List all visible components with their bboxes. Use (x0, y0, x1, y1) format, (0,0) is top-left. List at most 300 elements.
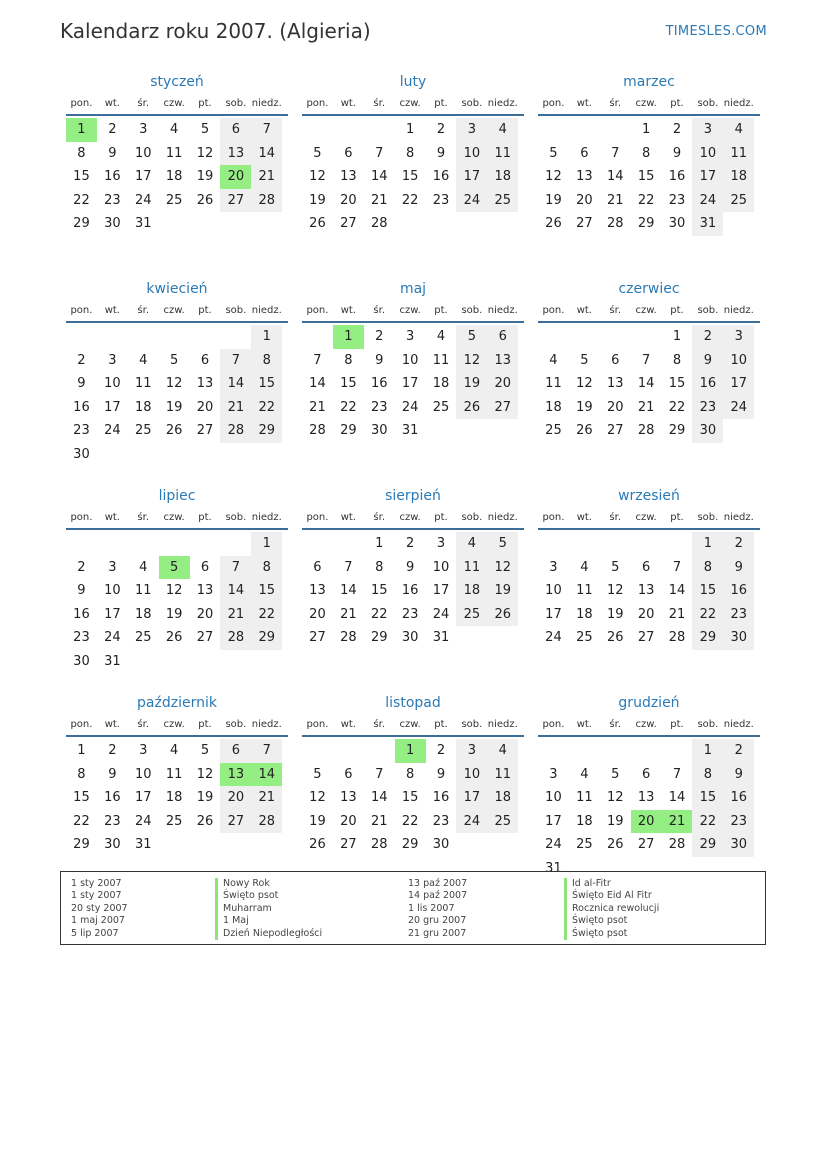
day-cell[interactable]: 31 (104, 653, 121, 669)
day-cell[interactable]: 30 (723, 833, 754, 857)
day-cell[interactable]: 6 (580, 145, 589, 161)
day-cell[interactable]: 3 (405, 329, 415, 344)
day-cell[interactable]: 26 (196, 813, 214, 829)
day-cell[interactable]: 28 (220, 626, 251, 650)
day-cell[interactable]: 29 (668, 423, 686, 438)
day-cell[interactable]: 12 (606, 583, 624, 598)
day-cell[interactable]: 25 (723, 189, 754, 213)
day-cell[interactable]: 7 (313, 352, 322, 368)
day-cell[interactable]: 7 (672, 766, 682, 782)
day-cell[interactable]: 6 (313, 559, 322, 575)
day-cell[interactable]: 14 (220, 579, 251, 603)
day-cell[interactable]: 10 (456, 763, 487, 787)
day-cell[interactable]: 15 (692, 786, 723, 810)
day-cell[interactable]: 30 (73, 446, 90, 462)
day-cell[interactable]: 14 (370, 169, 388, 184)
day-cell[interactable]: 19 (606, 813, 624, 829)
day-cell[interactable]: 13 (606, 376, 624, 391)
day-cell[interactable]: 6 (220, 739, 251, 763)
day-cell[interactable]: 18 (456, 579, 487, 603)
day-cell[interactable]: 21 (220, 603, 251, 627)
day-cell[interactable]: 9 (77, 583, 86, 598)
day-cell[interactable]: 20 (340, 192, 357, 208)
day-cell[interactable]: 16 (692, 372, 723, 396)
day-cell[interactable]: 4 (580, 559, 589, 575)
day-cell[interactable]: 16 (432, 790, 450, 805)
day-cell[interactable]: 12 (165, 583, 183, 598)
day-cell[interactable]: 3 (723, 325, 754, 349)
day-cell[interactable]: 30 (104, 216, 121, 231)
day-cell[interactable]: 8 (77, 145, 86, 161)
day-cell[interactable]: 22 (692, 810, 723, 834)
day-cell[interactable]: 16 (370, 376, 388, 391)
day-cell[interactable]: 6 (641, 766, 651, 782)
day-cell[interactable]: 10 (134, 766, 152, 782)
day-cell[interactable]: 4 (139, 352, 148, 368)
day-cell[interactable]: 18 (487, 786, 518, 810)
day-cell[interactable]: 24 (545, 837, 562, 852)
day-cell[interactable]: 27 (340, 216, 357, 231)
day-cell[interactable]: 19 (606, 606, 624, 622)
day-cell[interactable]: 12 (196, 766, 214, 782)
day-cell[interactable]: 14 (251, 142, 282, 166)
day-cell[interactable]: 13 (637, 790, 655, 805)
day-cell[interactable]: 15 (251, 579, 282, 603)
day-cell[interactable]: 10 (456, 142, 487, 166)
day-cell[interactable]: 12 (606, 790, 624, 805)
day-cell[interactable]: 26 (545, 216, 562, 231)
day-cell[interactable]: 31 (134, 837, 152, 852)
day-cell[interactable]: 7 (375, 145, 384, 161)
day-cell[interactable]: 27 (340, 837, 357, 852)
day-cell[interactable]: 23 (723, 603, 754, 627)
day-cell[interactable]: 10 (104, 376, 121, 391)
day-cell[interactable]: 5 (487, 532, 518, 556)
day-cell[interactable]: 20 (340, 813, 357, 829)
day-cell[interactable]: 1 (672, 329, 682, 344)
day-cell[interactable]: 5 (200, 743, 210, 758)
day-cell[interactable]: 13 (637, 583, 655, 598)
day-cell[interactable]: 28 (340, 630, 357, 645)
day-cell[interactable]: 17 (545, 606, 562, 622)
day-cell[interactable]: 30 (73, 653, 90, 669)
day-cell[interactable]: 12 (487, 556, 518, 580)
day-cell[interactable]: 21 (606, 192, 624, 208)
day-cell[interactable]: 2 (692, 325, 723, 349)
day-cell[interactable]: 4 (723, 118, 754, 142)
day-cell[interactable]: 26 (309, 216, 326, 231)
day-cell[interactable]: 19 (309, 813, 326, 829)
day-cell[interactable]: 4 (580, 766, 589, 782)
day-cell[interactable]: 18 (134, 606, 152, 622)
day-cell[interactable]: 7 (251, 739, 282, 763)
day-cell[interactable]: 26 (309, 837, 326, 852)
day-cell[interactable]: 13 (576, 169, 593, 184)
day-cell[interactable]: 24 (723, 396, 754, 420)
day-cell[interactable]: 19 (196, 790, 214, 805)
day-cell[interactable]: 19 (576, 399, 593, 415)
day-cell[interactable]: 12 (309, 169, 326, 184)
day-cell[interactable]: 11 (576, 790, 593, 805)
day-cell[interactable]: 16 (104, 790, 121, 805)
day-cell[interactable]: 23 (668, 192, 686, 208)
day-cell[interactable]: 26 (196, 192, 214, 208)
day-cell[interactable]: 11 (576, 583, 593, 598)
day-cell[interactable]: 15 (73, 169, 90, 184)
day-cell[interactable]: 26 (487, 603, 518, 627)
day-cell[interactable]: 21 (251, 165, 282, 189)
day-cell[interactable]: 16 (723, 786, 754, 810)
day-cell[interactable]: 20 (196, 606, 214, 622)
day-cell[interactable]: 11 (432, 352, 450, 368)
day-cell[interactable]: 14 (668, 583, 686, 598)
day-cell[interactable]: 29 (251, 626, 282, 650)
day-cell[interactable]: 6 (344, 145, 353, 161)
day-cell[interactable]: 13 (309, 583, 326, 598)
day-cell[interactable]: 13 (196, 376, 214, 391)
day-cell[interactable]: 7 (375, 766, 384, 782)
day-cell[interactable]: 15 (637, 169, 655, 184)
day-cell[interactable]: 14 (340, 583, 357, 598)
day-cell[interactable]: 2 (436, 122, 446, 137)
day-cell[interactable]: 18 (723, 165, 754, 189)
day-cell[interactable]: 9 (77, 376, 86, 391)
day-cell[interactable]: 5 (549, 145, 558, 161)
day-cell[interactable]: 14 (220, 372, 251, 396)
day-cell[interactable]: 21 (251, 786, 282, 810)
day-cell[interactable]: 14 (637, 376, 655, 391)
day-cell[interactable]: 19 (165, 606, 183, 622)
day-cell[interactable]: 9 (436, 766, 446, 782)
day-cell[interactable]: 25 (545, 423, 562, 438)
day-cell[interactable]: 7 (220, 556, 251, 580)
day-cell[interactable]: 25 (165, 813, 183, 829)
day-cell[interactable]: 6 (220, 118, 251, 142)
day-cell[interactable]: 2 (723, 532, 754, 556)
day-cell[interactable]: 2 (108, 122, 117, 137)
day-cell[interactable]: 28 (637, 423, 655, 438)
day-cell[interactable]: 8 (672, 352, 682, 368)
day-cell[interactable]: 30 (692, 419, 723, 443)
day-cell[interactable]: 15 (401, 169, 419, 184)
day-cell[interactable]: 8 (375, 559, 384, 575)
day-cell[interactable]: 11 (134, 376, 152, 391)
day-cell[interactable]: 16 (401, 583, 419, 598)
day-cell[interactable]: 11 (165, 766, 183, 782)
day-cell[interactable]: 14 (668, 790, 686, 805)
day-cell[interactable]: 17 (545, 813, 562, 829)
day-cell[interactable]: 12 (196, 145, 214, 161)
day-cell[interactable]: 27 (220, 810, 251, 834)
day-cell[interactable]: 9 (692, 349, 723, 373)
day-cell[interactable]: 5 (159, 556, 190, 580)
day-cell[interactable]: 20 (487, 372, 518, 396)
day-cell[interactable]: 17 (104, 606, 121, 622)
day-cell[interactable]: 11 (134, 583, 152, 598)
day-cell[interactable]: 24 (401, 399, 419, 415)
day-cell[interactable]: 15 (668, 376, 686, 391)
day-cell[interactable]: 24 (456, 810, 487, 834)
day-cell[interactable]: 15 (370, 583, 388, 598)
day-cell[interactable]: 30 (723, 626, 754, 650)
day-cell[interactable]: 8 (692, 763, 723, 787)
day-cell[interactable]: 5 (313, 766, 322, 782)
day-cell[interactable]: 29 (637, 216, 655, 231)
day-cell[interactable]: 5 (200, 122, 210, 137)
day-cell[interactable]: 21 (668, 606, 686, 622)
day-cell[interactable]: 22 (251, 603, 282, 627)
day-cell[interactable]: 18 (165, 169, 183, 184)
day-cell[interactable]: 3 (108, 352, 117, 368)
day-cell[interactable]: 10 (692, 142, 723, 166)
day-cell[interactable]: 16 (432, 169, 450, 184)
day-cell[interactable]: 2 (375, 329, 384, 344)
day-cell[interactable]: 20 (309, 606, 326, 622)
day-cell[interactable]: 24 (104, 630, 121, 645)
day-cell[interactable]: 9 (436, 145, 446, 161)
day-cell[interactable]: 3 (456, 118, 487, 142)
day-cell[interactable]: 22 (251, 396, 282, 420)
day-cell[interactable]: 28 (251, 189, 282, 213)
day-cell[interactable]: 25 (134, 423, 152, 438)
day-cell[interactable]: 20 (220, 786, 251, 810)
day-cell[interactable]: 1 (692, 532, 723, 556)
day-cell[interactable]: 22 (692, 603, 723, 627)
day-cell[interactable]: 16 (723, 579, 754, 603)
day-cell[interactable]: 2 (405, 536, 415, 551)
day-cell[interactable]: 9 (108, 766, 117, 782)
day-cell[interactable]: 19 (456, 372, 487, 396)
day-cell[interactable]: 29 (370, 630, 388, 645)
day-cell[interactable]: 3 (139, 122, 148, 137)
day-cell[interactable]: 21 (220, 396, 251, 420)
day-cell[interactable]: 22 (401, 813, 419, 829)
day-cell[interactable]: 6 (611, 352, 620, 368)
day-cell[interactable]: 11 (165, 145, 183, 161)
day-cell[interactable]: 14 (251, 763, 282, 787)
day-cell[interactable]: 2 (77, 352, 86, 368)
day-cell[interactable]: 6 (344, 766, 353, 782)
day-cell[interactable]: 15 (73, 790, 90, 805)
day-cell[interactable]: 1 (692, 739, 723, 763)
day-cell[interactable]: 26 (456, 396, 487, 420)
day-cell[interactable]: 15 (340, 376, 357, 391)
day-cell[interactable]: 29 (340, 423, 357, 438)
day-cell[interactable]: 10 (134, 145, 152, 161)
day-cell[interactable]: 29 (251, 419, 282, 443)
day-cell[interactable]: 23 (692, 396, 723, 420)
day-cell[interactable]: 8 (251, 349, 282, 373)
day-cell[interactable]: 17 (456, 786, 487, 810)
day-cell[interactable]: 27 (196, 630, 214, 645)
day-cell[interactable]: 13 (487, 349, 518, 373)
day-cell[interactable]: 19 (309, 192, 326, 208)
day-cell[interactable]: 16 (668, 169, 686, 184)
day-cell[interactable]: 22 (340, 399, 357, 415)
day-cell[interactable]: 12 (309, 790, 326, 805)
day-cell[interactable]: 4 (169, 743, 179, 758)
day-cell[interactable]: 2 (108, 743, 117, 758)
day-cell[interactable]: 3 (108, 559, 117, 575)
day-cell[interactable]: 6 (200, 352, 210, 368)
day-cell[interactable]: 1 (375, 536, 384, 551)
day-cell[interactable]: 22 (401, 192, 419, 208)
day-cell[interactable]: 15 (401, 790, 419, 805)
day-cell[interactable]: 22 (73, 192, 90, 208)
day-cell[interactable]: 4 (549, 352, 558, 368)
day-cell[interactable]: 8 (344, 352, 353, 368)
day-cell[interactable]: 2 (77, 559, 86, 575)
day-cell[interactable]: 19 (545, 192, 562, 208)
day-cell[interactable]: 6 (200, 559, 210, 575)
day-cell[interactable]: 30 (401, 630, 419, 645)
day-cell[interactable]: 7 (641, 352, 651, 368)
day-cell[interactable]: 3 (549, 559, 558, 575)
day-cell[interactable]: 26 (606, 837, 624, 852)
day-cell[interactable]: 17 (692, 165, 723, 189)
day-cell[interactable]: 11 (723, 142, 754, 166)
day-cell[interactable]: 1 (251, 532, 282, 556)
day-cell[interactable]: 9 (108, 145, 117, 161)
day-cell[interactable]: 31 (134, 216, 152, 231)
day-cell[interactable]: 3 (139, 743, 148, 758)
day-cell[interactable]: 15 (692, 579, 723, 603)
day-cell[interactable]: 25 (487, 810, 518, 834)
day-cell[interactable]: 17 (134, 169, 152, 184)
day-cell[interactable]: 26 (165, 423, 183, 438)
day-cell[interactable]: 19 (196, 169, 214, 184)
day-cell[interactable]: 2 (436, 743, 446, 758)
day-cell[interactable]: 20 (576, 192, 593, 208)
day-cell[interactable]: 1 (333, 325, 364, 349)
day-cell[interactable]: 23 (104, 192, 121, 208)
day-cell[interactable]: 9 (723, 763, 754, 787)
day-cell[interactable]: 17 (104, 399, 121, 415)
day-cell[interactable]: 3 (436, 536, 446, 551)
day-cell[interactable]: 25 (456, 603, 487, 627)
day-cell[interactable]: 12 (545, 169, 562, 184)
day-cell[interactable]: 21 (662, 810, 693, 834)
day-cell[interactable]: 18 (134, 399, 152, 415)
day-cell[interactable]: 5 (611, 766, 620, 782)
day-cell[interactable]: 4 (487, 739, 518, 763)
day-cell[interactable]: 6 (641, 559, 651, 575)
day-cell[interactable]: 27 (487, 396, 518, 420)
day-cell[interactable]: 11 (487, 142, 518, 166)
day-cell[interactable]: 8 (692, 556, 723, 580)
day-cell[interactable]: 5 (456, 325, 487, 349)
day-cell[interactable]: 21 (637, 399, 655, 415)
day-cell[interactable]: 27 (637, 837, 655, 852)
day-cell[interactable]: 13 (340, 790, 357, 805)
day-cell[interactable]: 23 (370, 399, 388, 415)
day-cell[interactable]: 23 (723, 810, 754, 834)
day-cell[interactable]: 7 (220, 349, 251, 373)
day-cell[interactable]: 25 (487, 189, 518, 213)
day-cell[interactable]: 27 (606, 423, 624, 438)
day-cell[interactable]: 27 (576, 216, 593, 231)
day-cell[interactable]: 11 (545, 376, 562, 391)
day-cell[interactable]: 21 (370, 192, 388, 208)
day-cell[interactable]: 24 (456, 189, 487, 213)
day-cell[interactable]: 18 (545, 399, 562, 415)
day-cell[interactable]: 7 (251, 118, 282, 142)
day-cell[interactable]: 20 (220, 165, 251, 189)
day-cell[interactable]: 24 (692, 189, 723, 213)
day-cell[interactable]: 16 (73, 399, 90, 415)
day-cell[interactable]: 6 (487, 325, 518, 349)
day-cell[interactable]: 22 (370, 606, 388, 622)
day-cell[interactable]: 29 (692, 833, 723, 857)
day-cell[interactable]: 18 (165, 790, 183, 805)
day-cell[interactable]: 24 (134, 813, 152, 829)
day-cell[interactable]: 8 (405, 766, 415, 782)
day-cell[interactable]: 16 (73, 606, 90, 622)
day-cell[interactable]: 28 (220, 419, 251, 443)
day-cell[interactable]: 23 (432, 192, 450, 208)
day-cell[interactable]: 4 (487, 118, 518, 142)
day-cell[interactable]: 8 (641, 145, 651, 161)
day-cell[interactable]: 2 (723, 739, 754, 763)
day-cell[interactable]: 14 (370, 790, 388, 805)
day-cell[interactable]: 23 (104, 813, 121, 829)
day-cell[interactable]: 23 (73, 630, 90, 645)
day-cell[interactable]: 5 (611, 559, 620, 575)
day-cell[interactable]: 10 (545, 583, 562, 598)
day-cell[interactable]: 25 (432, 399, 450, 415)
day-cell[interactable]: 29 (73, 216, 90, 231)
day-cell[interactable]: 8 (77, 766, 86, 782)
day-cell[interactable]: 26 (606, 630, 624, 645)
day-cell[interactable]: 26 (165, 630, 183, 645)
day-cell[interactable]: 21 (309, 399, 326, 415)
day-cell[interactable]: 2 (672, 122, 682, 137)
day-cell[interactable]: 28 (251, 810, 282, 834)
day-cell[interactable]: 25 (576, 837, 593, 852)
day-cell[interactable]: 1 (251, 325, 282, 349)
day-cell[interactable]: 10 (723, 349, 754, 373)
day-cell[interactable]: 13 (220, 763, 251, 787)
day-cell[interactable]: 24 (104, 423, 121, 438)
day-cell[interactable]: 28 (370, 837, 388, 852)
day-cell[interactable]: 29 (692, 626, 723, 650)
day-cell[interactable]: 29 (73, 837, 90, 852)
day-cell[interactable]: 5 (313, 145, 322, 161)
day-cell[interactable]: 14 (309, 376, 326, 391)
day-cell[interactable]: 10 (104, 583, 121, 598)
day-cell[interactable]: 1 (77, 743, 86, 758)
day-cell[interactable]: 23 (73, 423, 90, 438)
day-cell[interactable]: 19 (487, 579, 518, 603)
day-cell[interactable]: 7 (344, 559, 353, 575)
day-cell[interactable]: 20 (606, 399, 624, 415)
day-cell[interactable]: 12 (165, 376, 183, 391)
day-cell[interactable]: 1 (641, 122, 651, 137)
day-cell[interactable]: 10 (545, 790, 562, 805)
day-cell[interactable]: 13 (340, 169, 357, 184)
day-cell[interactable]: 13 (220, 142, 251, 166)
day-cell[interactable]: 7 (672, 559, 682, 575)
day-cell[interactable]: 3 (456, 739, 487, 763)
day-cell[interactable]: 4 (456, 532, 487, 556)
brand-link[interactable]: TIMESLES.COM (665, 24, 767, 39)
day-cell[interactable]: 15 (251, 372, 282, 396)
day-cell[interactable]: 3 (692, 118, 723, 142)
day-cell[interactable]: 21 (370, 813, 388, 829)
day-cell[interactable]: 1 (405, 122, 415, 137)
day-cell[interactable]: 24 (545, 630, 562, 645)
day-cell[interactable]: 27 (220, 189, 251, 213)
